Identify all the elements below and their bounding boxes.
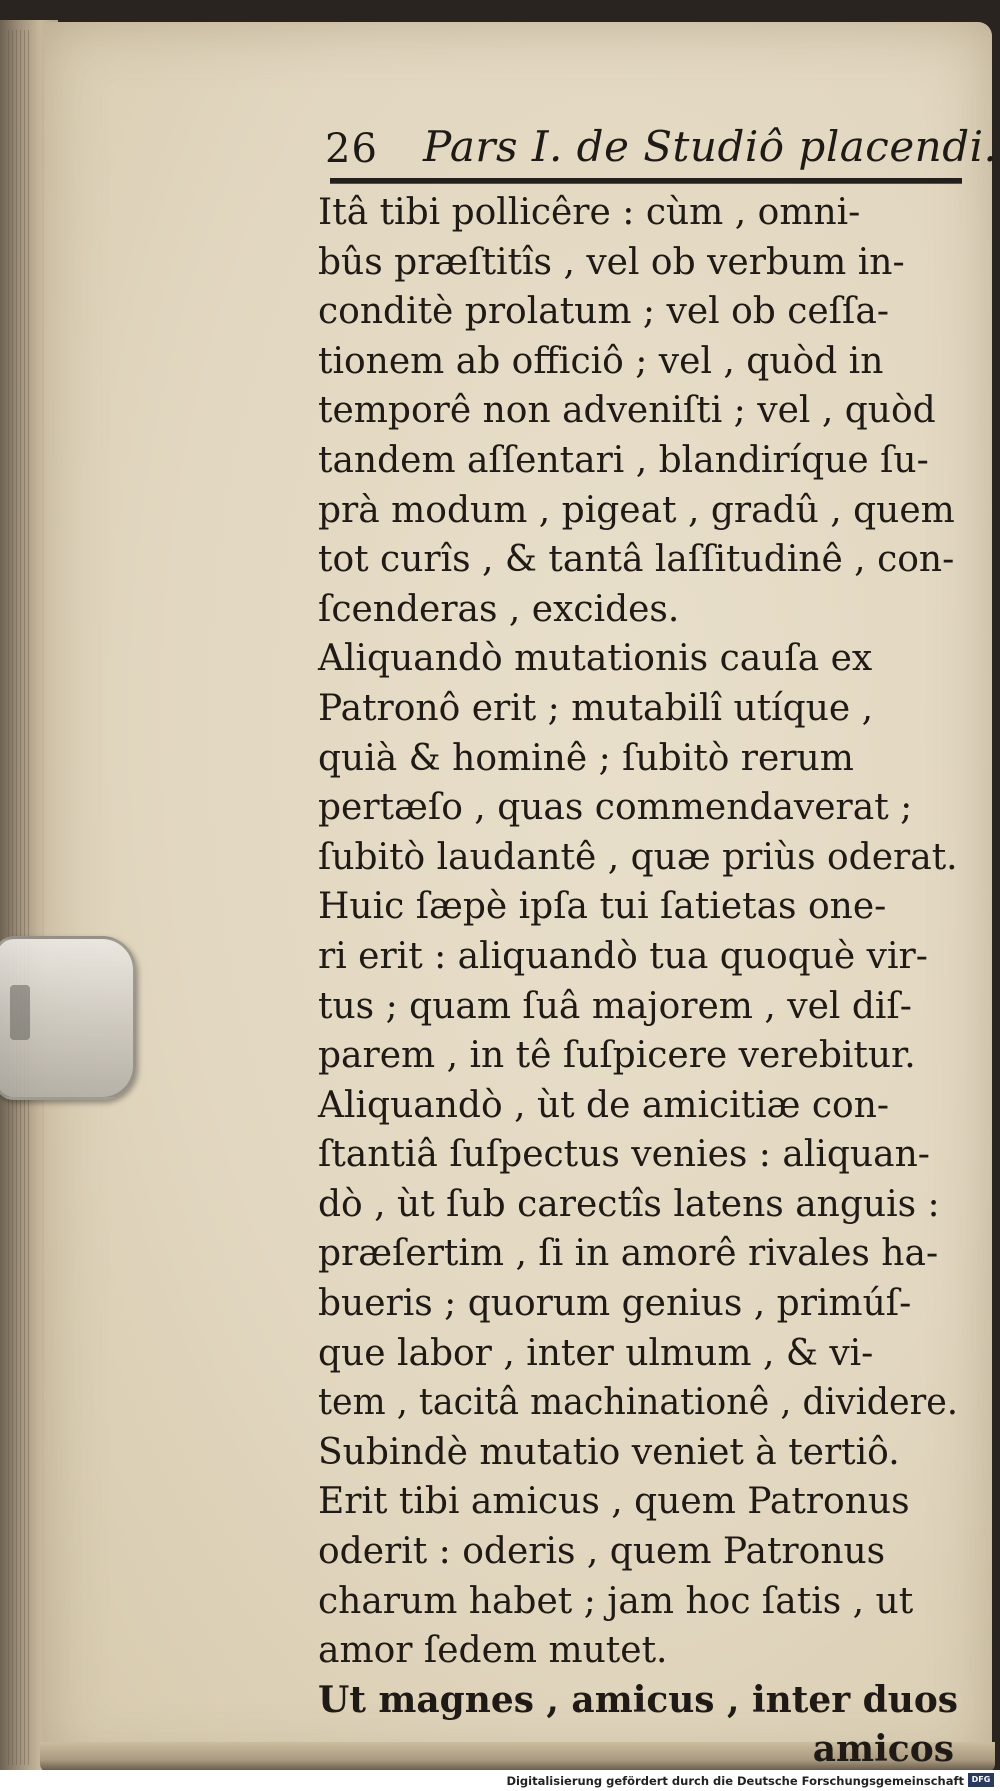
header-rule <box>330 178 962 184</box>
page-header <box>325 118 998 176</box>
text-line: pertæſo , quas commendaverat ; <box>318 787 913 829</box>
text-line: conditè prolatum ; vel ob ceſſa- <box>318 291 890 333</box>
text-line: charum habet ; jam hoc ſatis , ut <box>318 1580 914 1622</box>
dfg-logo-icon: DFG <box>968 1773 994 1787</box>
text-line: ſtantiâ ſuſpectus venies : aliquan- <box>318 1134 930 1176</box>
text-line: Patronô erit ; mutabilî utíque , <box>318 687 874 729</box>
text-line: tionem ab officiô ; vel , quòd in <box>318 340 884 382</box>
text-line: tus ; quam ſuâ majorem , vel diſ- <box>318 985 912 1027</box>
page-number: 26 <box>325 126 378 172</box>
text-line: Aliquandò mutationis cauſa ex <box>318 638 873 680</box>
catchword: amicos <box>812 1728 954 1771</box>
text-line: quià & hominê ; ſubitò rerum <box>318 737 854 779</box>
text-line: temporê non adveniſti ; vel , quòd <box>318 390 936 432</box>
text-line: amor ſedem mutet. <box>318 1630 668 1672</box>
running-head: Pars I. de Studiô placendi. <box>423 122 998 171</box>
text-line: oderit : oderis , quem Patronus <box>318 1531 886 1573</box>
text-line: bûs præſtitîs , vel ob verbum in- <box>318 241 905 283</box>
clip-shadow <box>10 985 30 1040</box>
text-line: tot curîs , & tantâ laſſitudinê , con- <box>318 539 955 581</box>
text-line: dò , ùt ſub carectîs latens anguis : <box>318 1183 940 1225</box>
text-line: Ut magnes , amicus , inter duos <box>318 1678 958 1721</box>
text-line: que labor , inter ulmum , & vi- <box>318 1332 874 1374</box>
text-line: ri erit : aliquandò tua quoquè vir- <box>318 935 928 977</box>
text-line: Erit tibi amicus , quem Patronus <box>318 1481 910 1523</box>
text-line: Aliquandò , ùt de amicitiæ con- <box>318 1084 890 1126</box>
text-line: Itâ tibi pollicêre : cùm , omni- <box>318 192 861 233</box>
text-line: præſertim , ſi in amorê rivales ha- <box>318 1233 939 1275</box>
digitization-credit: Digitalisierung gefördert durch die Deutsche Forschungsgemeinschaft <box>506 1774 964 1788</box>
text-line: tandem aſſentari , blandiríque ſu- <box>318 439 929 481</box>
text-line: prà modum , pigeat , gradû , quem <box>318 489 955 531</box>
text-line: ſcenderas , excides. <box>318 588 680 630</box>
text-line: tem , tacitâ machinationê , dividere. <box>318 1382 958 1424</box>
text-line: ſubitò laudantê , quæ priùs oderat. <box>318 836 958 878</box>
body-text <box>318 188 962 1775</box>
text-line: parem , in tê ſuſpicere verebitur. <box>318 1035 916 1077</box>
text-line: Huic ſæpè ipſa tui ſatietas one- <box>318 886 887 928</box>
text-line: bueris ; quorum genius , primúſ- <box>318 1283 912 1325</box>
text-line: Subindè mutatio veniet à tertiô. <box>318 1431 900 1473</box>
